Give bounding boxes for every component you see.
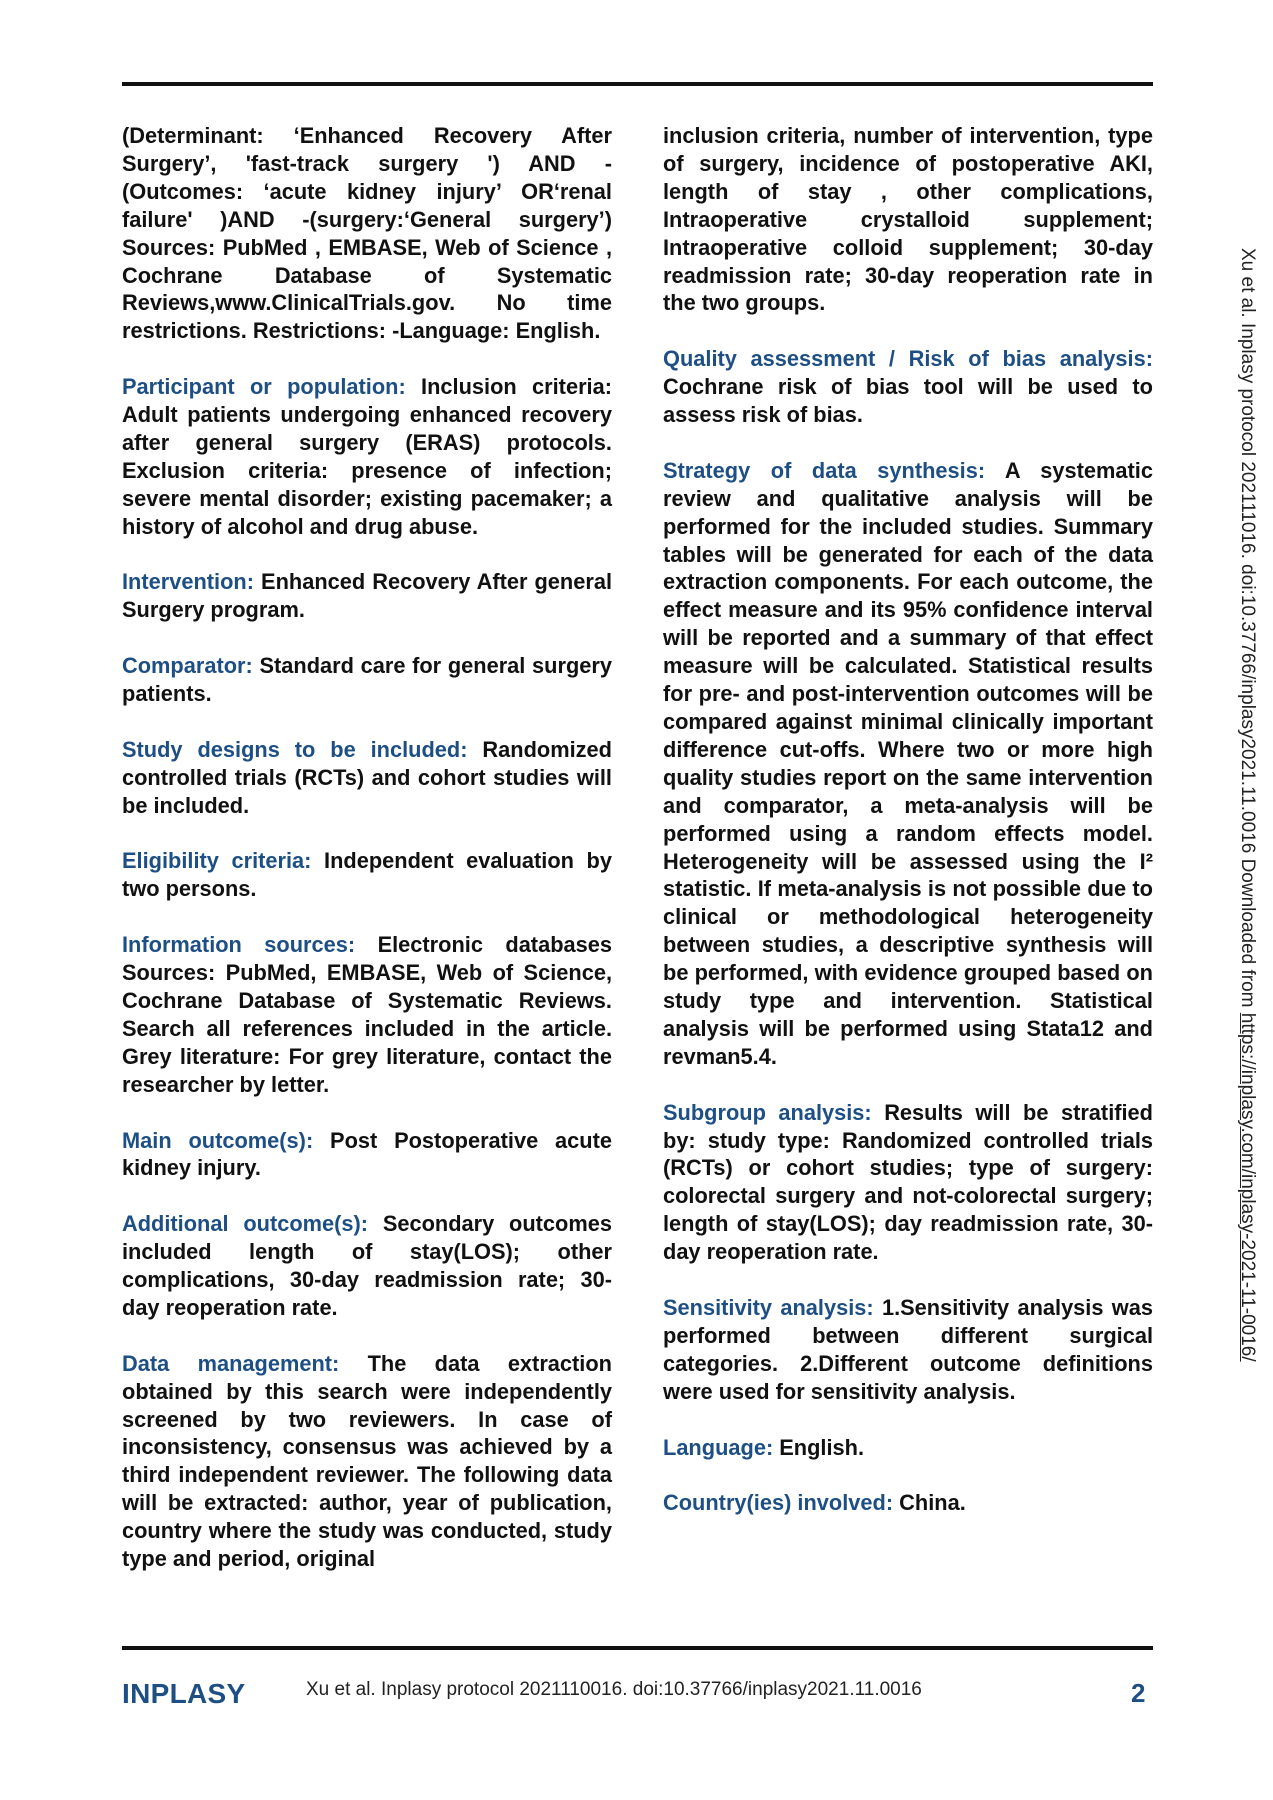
participants-section bbox=[122, 373, 612, 540]
sensitivity-heading: Sensitivity analysis: bbox=[663, 1295, 874, 1320]
countries-section bbox=[663, 1489, 1153, 1517]
additional-outcomes-heading: Additional outcome(s): bbox=[122, 1211, 369, 1237]
data-management-text: The data extraction obtained by this search were independently screened by two reviewers. In case of inconsistency, consensus was achieved by a third independent reviewer. The following data will be extracted: author, year of publication, country where the study was conducted, study type and period, original bbox=[122, 1350, 612, 1572]
footer-citation: Xu et al. Inplasy protocol 2021110016. doi:10.37766/inplasy2021.11.0016 bbox=[306, 1679, 922, 1700]
main-outcomes-section bbox=[122, 1127, 612, 1183]
information-sources-text: Electronic databases Sources: PubMed, EMBASE, Web of Science, Cochrane Database of Systematic Reviews. Search all references included in the article. Grey literature: For grey literature, contact the researcher by letter. bbox=[122, 932, 612, 1097]
intervention-section bbox=[122, 568, 612, 624]
countries-heading: Country(ies) involved: bbox=[663, 1490, 894, 1516]
subgroup-heading: Subgroup analysis: bbox=[663, 1099, 872, 1125]
study-designs-text: Randomized controlled trials (RCTs) and cohort studies will be included. bbox=[122, 736, 612, 818]
data-synthesis-text: A systematic review and qualitative analysis will be performed for the included studies. Summary tables will be generated for each of the data extraction components. For each outcome, the effect measure and its 95% confidence interval will be reported and a summary of that effect measure will be calculated. Statistical results for pre- and post-intervention outcomes will be compared against minimal clinically important difference cut-offs. Where two or more high quality studies report on the same intervention and comparator, a meta-analysis will be performed using a random effects model. Heterogeneity will be assessed using the I² statistic. If meta-analysis is not possible due to clinical or methodological heterogeneity between studies, a descriptive synthesis will be performed, with evidence grouped based on study type and intervention. Statistical analysis will be performed using Stata12 and revman5.4. bbox=[663, 457, 1153, 1069]
quality-assessment-text: Cochrane risk of bias tool will be used to assess risk of bias. bbox=[663, 374, 1153, 428]
study-designs-section bbox=[122, 736, 612, 820]
study-designs-heading: Study designs to be included: bbox=[122, 736, 468, 762]
sensitivity-section bbox=[663, 1294, 1153, 1406]
download-link[interactable]: https://inplasy.com/inplasy-2021-11-0016/ bbox=[1237, 1012, 1258, 1362]
footer-brand-logo: INPLASY bbox=[122, 1678, 246, 1709]
information-sources-heading: Information sources: bbox=[122, 932, 356, 958]
language-heading: Language: bbox=[663, 1434, 774, 1460]
intervention-heading: Intervention: bbox=[122, 569, 254, 595]
right-column bbox=[663, 122, 1153, 1545]
sensitivity-text: 1.Sensitivity analysis was performed between different surgical categories. 2.Different outcome definitions were used for sensitivity analysis. bbox=[663, 1295, 1153, 1404]
information-sources-section bbox=[122, 931, 612, 1098]
comparator-heading: Comparator: bbox=[122, 653, 253, 679]
data-synthesis-heading: Strategy of data synthesis: bbox=[663, 457, 986, 483]
countries-text: China. bbox=[893, 1490, 966, 1516]
additional-outcomes-section bbox=[122, 1210, 612, 1322]
quality-assessment-section bbox=[663, 345, 1153, 429]
download-side-note bbox=[1236, 248, 1258, 1362]
comparator-text: Standard care for general surgery patients. bbox=[122, 653, 612, 707]
participants-text: Inclusion criteria: Adult patients undergoing enhanced recovery after general surgery (ERAS) protocols. Exclusion criteria: presence of infection; severe mental disorder; existing pacemaker; a history of alcohol and drug abuse. bbox=[122, 374, 612, 539]
additional-outcomes-text: Secondary outcomes included length of stay(LOS); other complications, 30-day readmission rate; 30-day reoperation rate. bbox=[122, 1211, 612, 1320]
search-strategy-paragraph: (Determinant: ‘Enhanced Recovery After Surgery’, 'fast-track surgery ') AND -(Outcomes: ‘acute kidney injury’ OR‘renal failure' )AND -(surgery:‘General surgery’) Sources: PubMed , EMBASE, Web of Science , Cochrane Database of Systematic Reviews,www.ClinicalTrials.gov. No time restrictions. Restrictions: -Language: English. bbox=[122, 123, 612, 344]
page-number: 2 bbox=[1131, 1678, 1146, 1708]
data-synthesis-section bbox=[663, 457, 1153, 1071]
data-management-continued: inclusion criteria, number of intervention, type of surgery, incidence of postoperative AKI, length of stay , other complications, Intraoperative crystalloid supplement; Intraoperative colloid supplement; 30-day readmission rate; 30-day reoperation rate in the two groups. bbox=[663, 123, 1153, 316]
language-section bbox=[663, 1434, 1153, 1462]
main-outcomes-heading: Main outcome(s): bbox=[122, 1127, 314, 1153]
eligibility-section bbox=[122, 847, 612, 903]
side-note-text: Xu et al. Inplasy protocol 202111016. doi:10.37766/inplasy2021.11.0016 Downloaded from bbox=[1237, 248, 1258, 1013]
eligibility-text: Independent evaluation by two persons. bbox=[122, 848, 612, 902]
eligibility-heading: Eligibility criteria: bbox=[122, 848, 312, 874]
quality-assessment-heading: Quality assessment / Risk of bias analysis: bbox=[663, 346, 1153, 372]
language-text: English. bbox=[773, 1434, 865, 1460]
data-management-heading: Data management: bbox=[122, 1350, 340, 1376]
subgroup-text: Results will be stratified by: study type: Randomized controlled trials (RCTs) or cohort studies; type of surgery: colorectal surgery and not-colorectal surgery; length of stay(LOS); day readmission rate, 30-day reoperation rate. bbox=[663, 1099, 1153, 1265]
main-outcomes-text: Post Postoperative acute kidney injury. bbox=[122, 1127, 612, 1181]
comparator-section bbox=[122, 652, 612, 708]
left-column bbox=[122, 122, 612, 1601]
subgroup-section bbox=[663, 1099, 1153, 1266]
header-rule bbox=[122, 82, 1153, 86]
participants-heading: Participant or population: bbox=[122, 374, 406, 400]
data-management-section bbox=[122, 1350, 612, 1573]
intervention-text: Enhanced Recovery After general Surgery program. bbox=[122, 569, 612, 623]
footer-rule bbox=[122, 1646, 1153, 1650]
